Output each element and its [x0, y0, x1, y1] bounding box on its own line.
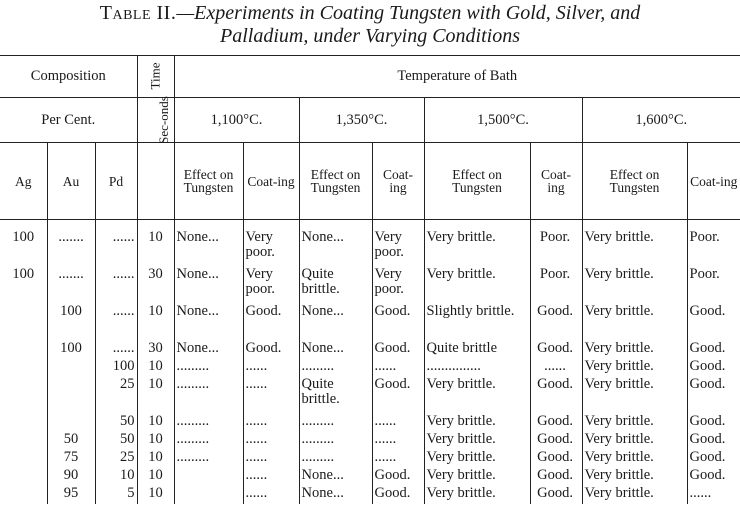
coating-1350-cell: Good.: [372, 341, 424, 359]
temp-1600: 1,600°C.: [582, 98, 740, 143]
coating-1600-cell: Poor.: [687, 267, 740, 304]
effect-1100-cell: .........: [174, 450, 243, 468]
coating-1500-cell: Poor.: [530, 220, 582, 268]
coating-1350-cell: Good.: [372, 486, 424, 504]
table-label: Table II.: [99, 2, 177, 24]
effect-1500-cell: Very brittle.: [424, 468, 530, 486]
effect-1350-cell: None...: [299, 220, 372, 268]
temp-1500: 1,500°C.: [424, 98, 582, 143]
coating-1500-cell: Poor.: [530, 267, 582, 304]
pd-cell: ......: [95, 267, 137, 304]
title-text-1: —Experiments in Coating Tungsten with Gold, Silver, and: [176, 2, 641, 24]
effect-header-1: Effect on Tungsten: [174, 143, 243, 220]
table-row: [0, 220, 740, 268]
effect-1600-cell: Very brittle.: [582, 414, 687, 432]
effect-1600-cell: Very brittle.: [582, 486, 687, 504]
au-cell: [47, 359, 95, 377]
effect-1600-cell: Very brittle.: [582, 267, 687, 304]
effect-1600-cell: Very brittle.: [582, 359, 687, 377]
au-cell: 100: [47, 304, 95, 341]
pd-cell: 5: [95, 486, 137, 504]
coating-1100-cell: Very poor.: [243, 267, 299, 304]
pd-cell: 25: [95, 450, 137, 468]
coating-1600-cell: Good.: [687, 377, 740, 414]
coating-1350-cell: Good.: [372, 377, 424, 414]
time-cell: 10: [137, 486, 174, 504]
coating-1500-cell: Good.: [530, 304, 582, 341]
table-row: [0, 414, 740, 432]
coating-1500-cell: Good.: [530, 486, 582, 504]
pd-header: Pd: [95, 143, 137, 220]
ag-cell: [0, 359, 47, 377]
coating-1500-cell: Good.: [530, 468, 582, 486]
effect-header-4: Effect on Tungsten: [582, 143, 687, 220]
ag-cell: [0, 304, 47, 341]
table-title: [0, 2, 740, 48]
coating-1100-cell: ......: [243, 432, 299, 450]
au-cell: [47, 414, 95, 432]
coating-1100-cell: Very poor.: [243, 220, 299, 268]
coating-1100-cell: ......: [243, 414, 299, 432]
au-cell: 100: [47, 341, 95, 359]
au-header: Au: [47, 143, 95, 220]
effect-1600-cell: Very brittle.: [582, 432, 687, 450]
effect-1100-cell: None...: [174, 267, 243, 304]
effect-1100-cell: .........: [174, 432, 243, 450]
composition-header: Composition: [0, 56, 137, 98]
ag-cell: [0, 414, 47, 432]
table-row: [0, 377, 740, 414]
time-cell: 10: [137, 468, 174, 486]
effect-1600-cell: Very brittle.: [582, 341, 687, 359]
time-cell: 10: [137, 304, 174, 341]
coating-1500-cell: Good.: [530, 432, 582, 450]
ag-cell: [0, 377, 47, 414]
effect-1600-cell: Very brittle.: [582, 450, 687, 468]
ag-header: Ag: [0, 143, 47, 220]
effect-1500-cell: Very brittle.: [424, 377, 530, 414]
ag-cell: [0, 450, 47, 468]
coating-1500-cell: ......: [530, 359, 582, 377]
coating-1350-cell: ......: [372, 450, 424, 468]
coating-1350-cell: Very poor.: [372, 220, 424, 268]
au-cell: 95: [47, 486, 95, 504]
effect-header-3: Effect on Tungsten: [424, 143, 530, 220]
effect-1350-cell: None...: [299, 468, 372, 486]
coating-1350-cell: Good.: [372, 304, 424, 341]
temperature-header: Temperature of Bath: [174, 56, 740, 98]
time-cell: 10: [137, 359, 174, 377]
time-cell: 10: [137, 414, 174, 432]
coating-1100-cell: ......: [243, 359, 299, 377]
au-cell: 90: [47, 468, 95, 486]
table-row: [0, 304, 740, 341]
pd-cell: 10: [95, 468, 137, 486]
effect-1500-cell: Slightly brittle.: [424, 304, 530, 341]
effect-1500-cell: Very brittle.: [424, 450, 530, 468]
effect-1350-cell: .........: [299, 432, 372, 450]
table-row: [0, 267, 740, 304]
coating-1500-cell: Good.: [530, 377, 582, 414]
ag-cell: [0, 432, 47, 450]
coating-1350-cell: ......: [372, 432, 424, 450]
coating-header-3: Coat-ing: [530, 143, 582, 220]
coating-1600-cell: Good.: [687, 304, 740, 341]
coating-header-1: Coat-ing: [243, 143, 299, 220]
table-row: [0, 468, 740, 486]
table-row: [0, 432, 740, 450]
effect-1500-cell: Very brittle.: [424, 220, 530, 268]
au-cell: [47, 377, 95, 414]
table-body: [0, 220, 740, 505]
effect-1350-cell: Quite brittle.: [299, 267, 372, 304]
coating-1350-cell: Good.: [372, 468, 424, 486]
ag-cell: [0, 341, 47, 359]
coating-1100-cell: ......: [243, 486, 299, 504]
time-cell: 10: [137, 377, 174, 414]
coating-1100-cell: ......: [243, 377, 299, 414]
coating-1600-cell: Good.: [687, 341, 740, 359]
ag-cell: 100: [12, 266, 35, 282]
table-header: [0, 56, 740, 220]
time-cell: 10: [137, 432, 174, 450]
effect-1350-cell: .........: [299, 359, 372, 377]
coating-1350-cell: ......: [372, 359, 424, 377]
effect-1500-cell: ...............: [424, 359, 530, 377]
effect-1350-cell: None...: [299, 341, 372, 359]
effect-header-2: Effect on Tungsten: [299, 143, 372, 220]
time-header: Time: [137, 56, 174, 98]
coating-1100-cell: Good.: [243, 341, 299, 359]
coating-1100-cell: ......: [243, 468, 299, 486]
temp-1350: 1,350°C.: [299, 98, 424, 143]
title-line-2: Palladium, under Varying Conditions: [220, 25, 520, 47]
ag-cell: [0, 468, 47, 486]
effect-1600-cell: Very brittle.: [582, 304, 687, 341]
coating-1600-cell: Good.: [687, 468, 740, 486]
effect-1100-cell: .........: [174, 414, 243, 432]
time-cell: 30: [137, 341, 174, 359]
effect-1600-cell: Very brittle.: [582, 468, 687, 486]
effect-1100-cell: .........: [174, 359, 243, 377]
coating-1100-cell: Good.: [243, 304, 299, 341]
time-blank-header: [137, 143, 174, 220]
au-cell: .......: [47, 267, 95, 304]
effect-1350-cell: .........: [299, 414, 372, 432]
coating-1600-cell: ......: [687, 486, 740, 504]
effect-1500-cell: Very brittle.: [424, 486, 530, 504]
table-row: [0, 450, 740, 468]
au-cell: 50: [47, 432, 95, 450]
effect-1100-cell: None...: [174, 220, 243, 268]
coating-1600-cell: Good.: [687, 414, 740, 432]
effect-1100-cell: None...: [174, 304, 243, 341]
effect-1350-cell: .........: [299, 450, 372, 468]
effect-1600-cell: Very brittle.: [582, 377, 687, 414]
pd-cell: 50: [95, 432, 137, 450]
effect-1350-cell: None...: [299, 304, 372, 341]
pd-cell: ......: [95, 341, 137, 359]
coating-header-2: Coat-ing: [372, 143, 424, 220]
table-row: [0, 486, 740, 504]
coating-1500-cell: Good.: [530, 414, 582, 432]
coating-header-4: Coat-ing: [687, 143, 740, 220]
coating-1600-cell: Poor.: [687, 220, 740, 268]
effect-1500-cell: Very brittle.: [424, 267, 530, 304]
ag-cell: 100: [12, 229, 35, 245]
title-line-1: [0, 2, 740, 25]
coating-1600-cell: Good.: [687, 432, 740, 450]
effect-1100-cell: None...: [174, 341, 243, 359]
pd-cell: ......: [95, 220, 137, 268]
per-cent-header: Per Cent.: [0, 98, 137, 143]
effect-1350-cell: None...: [299, 486, 372, 504]
effect-1600-cell: Very brittle.: [582, 220, 687, 268]
table-row: [0, 341, 740, 359]
coating-1350-cell: Very poor.: [372, 267, 424, 304]
ag-cell: [0, 486, 47, 504]
seconds-header: Sec-onds: [137, 98, 174, 143]
effect-1100-cell: .........: [174, 377, 243, 414]
time-cell: 10: [137, 220, 174, 268]
time-cell: 30: [137, 267, 174, 304]
effect-1350-cell: Quite brittle.: [299, 377, 372, 414]
effect-1500-cell: Very brittle.: [424, 414, 530, 432]
pd-cell: 50: [95, 414, 137, 432]
effect-1500-cell: Very brittle.: [424, 432, 530, 450]
au-cell: .......: [47, 220, 95, 268]
effect-1100-cell: [174, 468, 243, 486]
coating-1500-cell: Good.: [530, 341, 582, 359]
au-cell: 75: [47, 450, 95, 468]
coating-1600-cell: Good.: [687, 359, 740, 377]
table-row: [0, 359, 740, 377]
temp-1100: 1,100°C.: [174, 98, 299, 143]
time-cell: 10: [137, 450, 174, 468]
pd-cell: 25: [95, 377, 137, 414]
effect-1500-cell: Quite brittle: [424, 341, 530, 359]
pd-cell: ......: [95, 304, 137, 341]
coating-1100-cell: ......: [243, 450, 299, 468]
coating-1350-cell: ......: [372, 414, 424, 432]
coating-1500-cell: Good.: [530, 450, 582, 468]
experiments-table: [0, 55, 740, 504]
coating-1600-cell: Good.: [687, 450, 740, 468]
pd-cell: 100: [95, 359, 137, 377]
effect-1100-cell: [174, 486, 243, 504]
